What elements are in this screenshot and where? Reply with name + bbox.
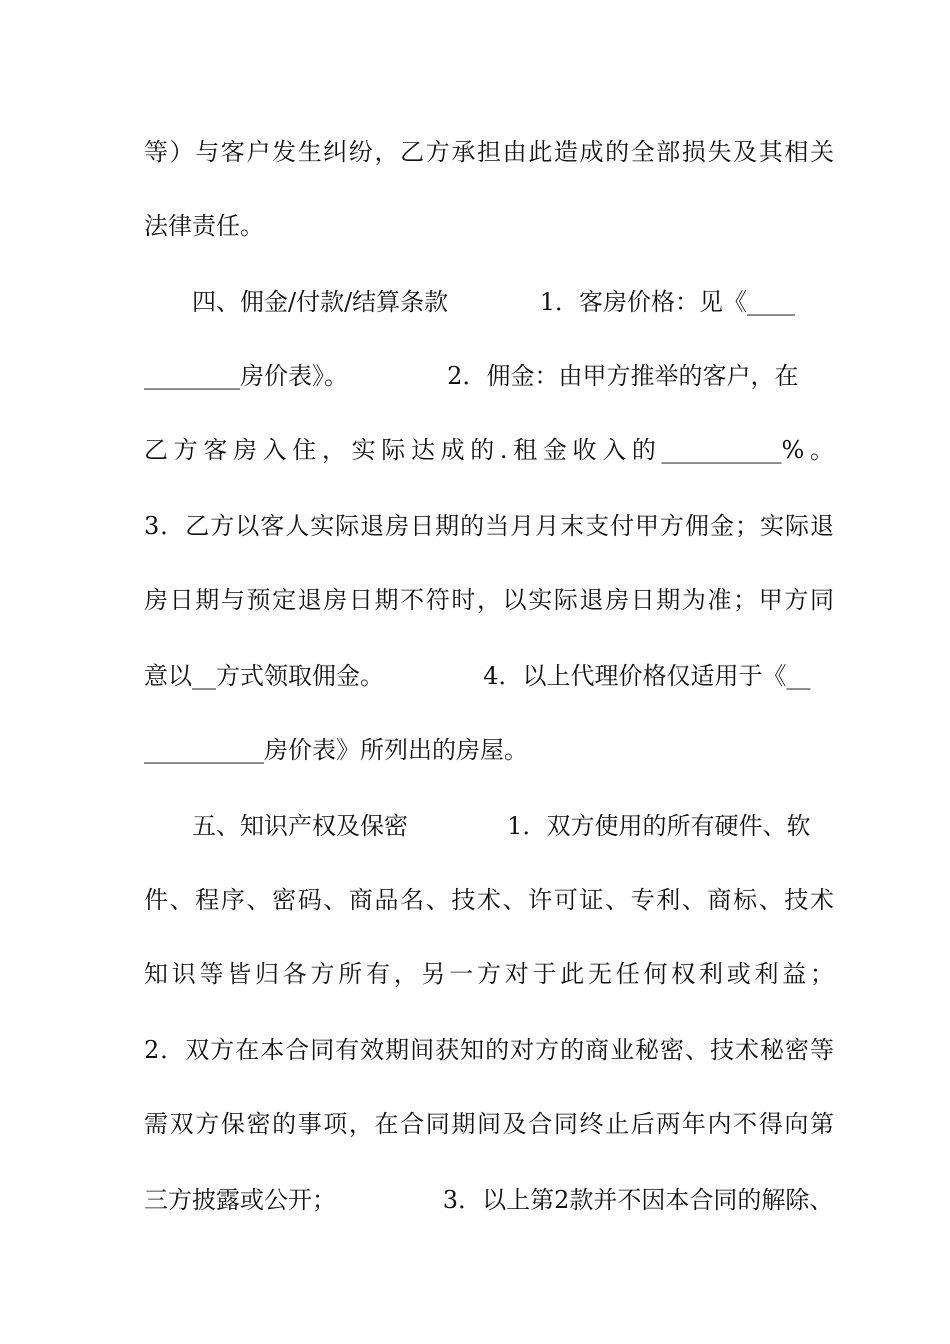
- text-line: 意以__方式领取佣金。 4．以上代理价格仅适用于《__: [144, 662, 811, 690]
- text-line: 房日期与预定退房日期不符时，以实际退房日期为准；甲方同: [144, 586, 834, 614]
- text-line: 三方披露或公开； 3．以上第2款并不因本合同的解除、: [144, 1186, 834, 1214]
- text-line: 乙方客房入住，实际达成的.租金收入的__________%。: [144, 436, 834, 464]
- text-line: 知识等皆归各方所有，另一方对于此无任何权利或利益；: [144, 960, 834, 988]
- section-heading-line: 四、佣金/付款/结算条款 1．客房价格：见《____: [192, 288, 795, 316]
- text-line: __________房价表》所列出的房屋。: [144, 736, 528, 764]
- text-line: 2．双方在本合同有效期间获知的对方的商业秘密、技术秘密等: [144, 1036, 834, 1064]
- text-line: 等）与客户发生纠纷，乙方承担由此造成的全部损失及其相关: [144, 138, 834, 166]
- text-line: 3．乙方以客人实际退房日期的当月月末支付甲方佣金；实际退: [144, 512, 834, 540]
- text-line: 法律责任。: [144, 212, 264, 240]
- text-line: 需双方保密的事项，在合同期间及合同终止后两年内不得向第: [144, 1110, 834, 1138]
- text-line: 件、程序、密码、商品名、技术、许可证、专利、商标、技术: [144, 886, 834, 914]
- text-line: ________房价表》。 2．佣金：由甲方推举的客户，在: [144, 362, 799, 390]
- section-heading-line: 五、知识产权及保密 1．双方使用的所有硬件、软: [192, 812, 811, 840]
